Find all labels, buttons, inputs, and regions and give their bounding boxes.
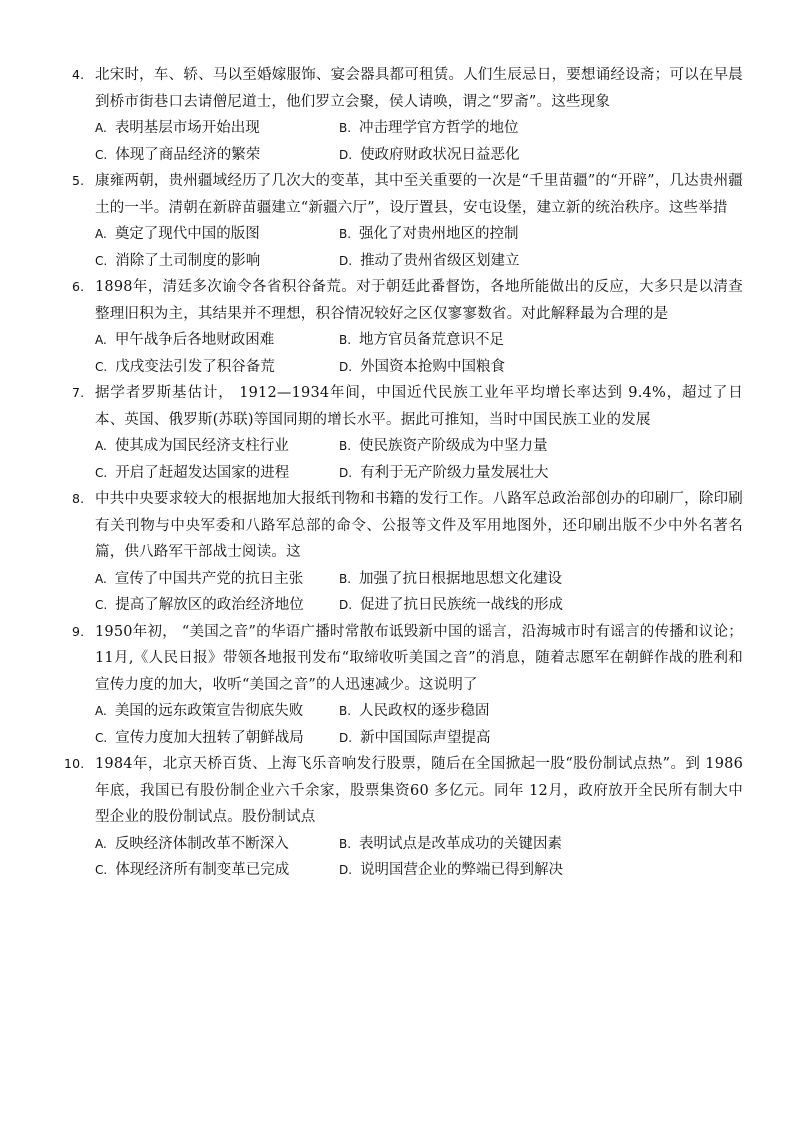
option-text: 甲午战争后各地财政困难 — [114, 332, 275, 348]
option-text: 人民政权的逐步稳固 — [359, 703, 490, 719]
question-number: 6. — [72, 279, 85, 294]
question-stem: 1984年，北京天桥百货、上海飞乐音响发行股票，随后在全国掀起一股“股份制试点热”。到 1986年底，我国已有股份制企业六千余家，股票集资60 多亿元。同年 12月，政府放开全民所有制大中型企业的股份制试点。股份制试点 — [95, 756, 743, 825]
question-block — [0, 751, 793, 884]
question-stem-row — [0, 274, 793, 327]
option-text: 宣传了中国共产党的抗日主张 — [114, 570, 304, 587]
options-group — [0, 698, 793, 751]
answer-option — [339, 327, 583, 354]
question-stem-row — [0, 486, 793, 566]
options-group — [0, 221, 793, 274]
question-block — [0, 380, 793, 486]
answer-option — [95, 460, 339, 487]
answer-option — [339, 831, 583, 858]
option-text: 消除了土司制度的影响 — [115, 252, 261, 269]
question-stem: 1898年，清廷多次谕令各省积谷备荒。对于朝廷此番督饬，各地所能做出的反应，大多只是以清查整理旧积为主，其结果并不理想，积谷情况较好之区仅寥寥数省。对此解释最为合理的是 — [95, 279, 743, 322]
options-row — [0, 460, 793, 487]
answer-option — [339, 725, 583, 752]
option-letter: C. — [95, 359, 108, 374]
option-text: 戊戌变法引发了积谷备荒 — [115, 358, 275, 375]
question-stem: 北宋时，车、轿、马以至婚嫁服饰、宴会器具都可租赁。人们生辰忌日，要想诵经设斋；可以在早晨到桥市街巷口去请僧尼道士，他们罗立会聚，侯人请唤，谓之“罗斋”。这些现象 — [95, 67, 743, 110]
option-letter: D. — [339, 147, 353, 162]
option-text: 推动了贵州省级区划建立 — [360, 252, 520, 269]
option-letter: C. — [95, 465, 108, 480]
options-row — [0, 354, 793, 381]
option-text: 表明基层市场开始出现 — [114, 120, 260, 136]
option-letter: A. — [95, 227, 107, 241]
option-text: 冲击理学官方哲学的地位 — [359, 120, 519, 136]
question-number: 4. — [72, 67, 85, 82]
option-text: 有利于无产阶级力量发展壮大 — [360, 464, 549, 481]
question-stem-row — [0, 751, 793, 831]
option-text: 使政府财政状况日益恶化 — [360, 146, 520, 163]
option-letter: A. — [95, 836, 107, 851]
option-letter: C. — [95, 863, 108, 877]
options-row — [0, 142, 793, 169]
question-block — [0, 619, 793, 752]
question-number: 7. — [72, 385, 85, 400]
question-stem: 康雍两朝，贵州疆域经历了几次大的变革，其中至关重要的一次是“千里苗疆”的“开辟”，几达贵州疆土的一半。清朝在新辟苗疆建立“新疆六厅”，设厅置县，安屯设堡，建立新的统治秩序。这些举措 — [95, 173, 743, 216]
options-group — [0, 566, 793, 619]
option-text: 促进了抗日民族统一战线的形成 — [360, 597, 564, 613]
option-text: 强化了对贵州地区的控制 — [359, 226, 519, 242]
question-block — [0, 274, 793, 380]
option-letter: B. — [339, 836, 352, 851]
options-group — [0, 433, 793, 486]
option-letter: A. — [95, 439, 107, 453]
question-stem: 中共中央要求较大的根据地加大报纸刊物和书籍的发行工作。八路军总政治部创办的印刷厂，除印刷有关刊物与中央军委和八路军总部的命令、公报等文件及军用地图外，还印刷出版不少中外名著名篇，供八路军干部战士阅读。这 — [95, 491, 743, 560]
question-stem-row — [0, 62, 793, 115]
answer-option — [95, 566, 339, 593]
option-text: 体现了商品经济的繁荣 — [115, 146, 261, 163]
answer-option — [339, 248, 583, 275]
question-stem: 1950年初， “美国之音”的华语广播时常散布诋毁新中国的谣言，沿海城市时有谣言的传播和议论；11月,《人民日报》带领各地报刊发布“取缔收听美国之音”的消息，随着志愿军在朝鲜作战的胜利和宣传力度的加大，收听“美国之音”的人迅速减少。这说明了 — [95, 623, 743, 693]
options-group — [0, 831, 793, 884]
answer-option — [95, 725, 339, 752]
option-text: 提高了解放区的政治经济地位 — [115, 597, 304, 613]
option-letter: B. — [339, 227, 352, 241]
option-text: 加强了抗日根据地思想文化建设 — [359, 570, 563, 587]
option-text: 宣传力度加大扭转了朝鲜战局 — [115, 729, 304, 746]
question-number: 10. — [64, 756, 85, 771]
options-row — [0, 327, 793, 354]
option-letter: B. — [339, 571, 352, 586]
option-text: 表明试点是改革成功的关键因素 — [359, 835, 563, 852]
option-text: 地方官员备荒意识不足 — [359, 332, 505, 348]
option-letter: A. — [95, 121, 107, 135]
answer-option — [95, 354, 339, 381]
exam-page — [0, 62, 793, 884]
option-letter: D. — [339, 730, 353, 745]
options-row — [0, 725, 793, 752]
options-row — [0, 115, 793, 142]
options-row — [0, 248, 793, 275]
option-text: 奠定了现代中国的版图 — [114, 226, 260, 242]
answer-option — [95, 592, 339, 619]
option-letter: B. — [339, 333, 352, 347]
answer-option — [339, 115, 583, 142]
answer-option — [339, 698, 583, 725]
option-text: 体现经济所有制变革已完成 — [115, 862, 290, 878]
option-letter: A. — [95, 704, 107, 718]
options-row — [0, 592, 793, 619]
answer-option — [339, 460, 583, 487]
option-text: 使民族资产阶级成为中坚力量 — [359, 438, 548, 454]
option-text: 美国的远东政策宣告彻底失败 — [114, 703, 304, 719]
option-letter: A. — [95, 571, 107, 586]
question-number: 9. — [72, 623, 85, 639]
question-number: 8. — [72, 491, 85, 506]
answer-option — [339, 592, 583, 619]
option-letter: C. — [95, 147, 108, 162]
option-text: 外国资本抢购中国粮食 — [360, 358, 506, 375]
options-row — [0, 857, 793, 884]
answer-option — [339, 142, 583, 169]
option-letter: B. — [339, 704, 352, 718]
question-stem-row — [0, 168, 793, 221]
option-letter: B. — [339, 439, 352, 453]
question-block — [0, 62, 793, 168]
option-letter: D. — [339, 359, 353, 374]
question-block — [0, 168, 793, 274]
options-row — [0, 566, 793, 593]
answer-option — [95, 115, 339, 142]
option-text: 开启了赶超发达国家的进程 — [115, 464, 290, 481]
options-group — [0, 327, 793, 380]
option-letter: D. — [339, 253, 353, 268]
answer-option — [339, 221, 583, 248]
options-row — [0, 221, 793, 248]
question-stem: 据学者罗斯基估计， 1912—1934年间，中国近代民族工业年平均增长率达到 9.4%，超过了日本、英国、俄罗斯(苏联)等国同期的增长水平。据此可推知，当时中国民族工业的发展 — [95, 385, 743, 428]
options-group — [0, 115, 793, 168]
options-row — [0, 831, 793, 858]
answer-option — [339, 566, 583, 593]
answer-option — [95, 221, 339, 248]
answer-option — [95, 327, 339, 354]
options-row — [0, 433, 793, 460]
option-text: 说明国营企业的弊端已得到解决 — [360, 862, 564, 878]
answer-option — [95, 698, 339, 725]
question-stem-row — [0, 380, 793, 433]
question-number: 5. — [72, 173, 85, 188]
option-text: 反映经济体制改革不断深入 — [114, 835, 289, 852]
answer-option — [95, 831, 339, 858]
answer-option — [95, 142, 339, 169]
option-letter: C. — [95, 730, 108, 745]
option-letter: D. — [339, 465, 353, 480]
option-text: 新中国国际声望提高 — [360, 729, 491, 746]
answer-option — [339, 857, 583, 884]
option-letter: B. — [339, 121, 352, 135]
answer-option — [339, 354, 583, 381]
answer-option — [95, 248, 339, 275]
option-letter: D. — [339, 863, 353, 877]
answer-option — [95, 857, 339, 884]
question-block — [0, 486, 793, 619]
option-letter: D. — [339, 598, 353, 612]
answer-option — [339, 433, 583, 460]
options-row — [0, 698, 793, 725]
option-letter: A. — [95, 333, 107, 347]
option-text: 使其成为国民经济支柱行业 — [114, 438, 289, 454]
option-letter: C. — [95, 253, 108, 268]
answer-option — [95, 433, 339, 460]
question-stem-row — [0, 619, 793, 699]
option-letter: C. — [95, 598, 108, 612]
